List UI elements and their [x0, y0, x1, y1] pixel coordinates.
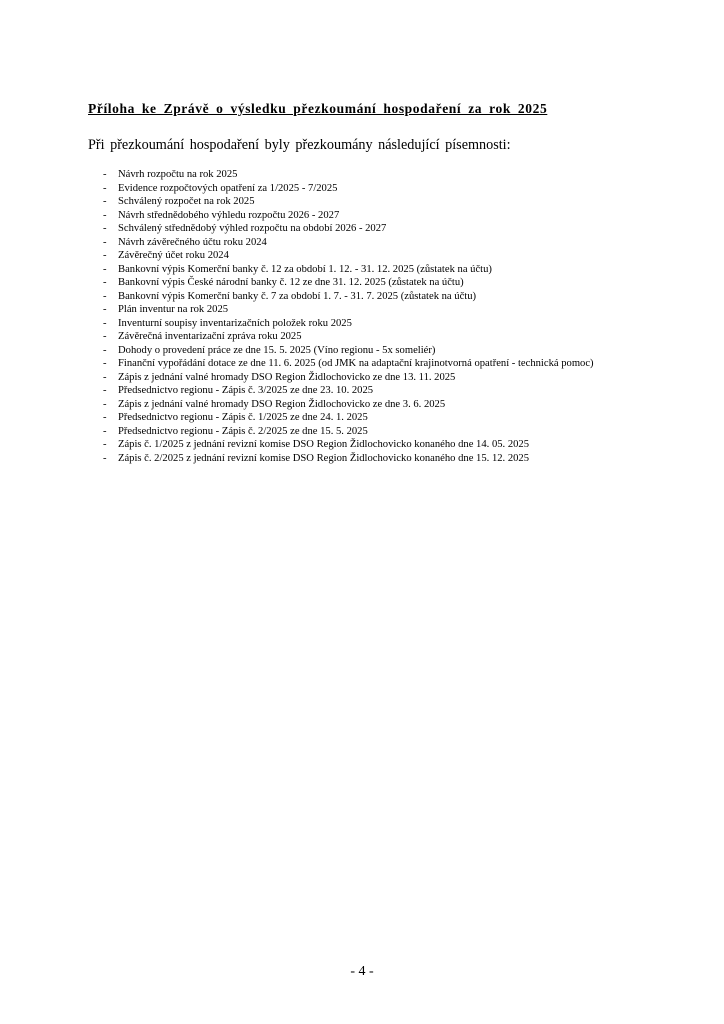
- list-item: [103, 425, 623, 439]
- document-list: [103, 168, 623, 465]
- list-item-text: Závěrečná inventarizační zpráva roku 2025: [118, 331, 302, 342]
- list-bullet: -: [103, 358, 107, 369]
- list-bullet: -: [103, 317, 107, 329]
- list-item-text: Předsednictvo regionu - Zápis č. 3/2025 ze dne 23. 10. 2025: [118, 385, 374, 396]
- list-bullet: -: [103, 304, 107, 315]
- list-bullet: -: [103, 371, 107, 383]
- list-bullet: -: [103, 277, 107, 288]
- list-bullet: -: [103, 425, 107, 437]
- list-item-text: Inventurní soupisy inventarizačních položek roku 2025: [118, 317, 352, 329]
- list-item-text: Zápis z jednání valné hromady DSO Region Židlochovicko ze dne 3. 6. 2025: [118, 398, 446, 410]
- list-item: [103, 168, 623, 182]
- intro-paragraph: Při přezkoumání hospodaření byly přezkoumány následující písemnosti:: [88, 137, 511, 153]
- list-item-text: Bankovní výpis České národní banky č. 12 ze dne 31. 12. 2025 (zůstatek na účtu): [118, 277, 464, 288]
- list-item: [103, 290, 623, 304]
- list-item-text: Schválený střednědobý výhled rozpočtu na období 2026 - 2027: [118, 223, 387, 234]
- list-item-text: Návrh závěrečného účtu roku 2024: [118, 236, 267, 248]
- list-bullet: -: [103, 236, 107, 248]
- page-heading: Příloha ke Zprávě o výsledku přezkoumání hospodaření za rok 2025: [88, 101, 548, 116]
- list-item: [103, 398, 623, 412]
- list-item: [103, 249, 623, 263]
- list-item-text: Schválený rozpočet na rok 2025: [118, 196, 255, 207]
- list-item-text: Zápis č. 1/2025 z jednání revizní komise DSO Region Židlochovicko konaného dne 14. 05. 2025: [118, 439, 530, 450]
- list-bullet: -: [103, 398, 107, 410]
- list-item-text: Závěrečný účet roku 2024: [118, 250, 229, 261]
- list-item: [103, 276, 623, 290]
- list-item-text: Návrh střednědobého výhledu rozpočtu 2026 - 2027: [118, 209, 340, 221]
- list-item: [103, 330, 623, 344]
- list-item: [103, 344, 623, 358]
- list-bullet: -: [103, 439, 107, 450]
- list-bullet: -: [103, 344, 107, 356]
- page-number: - 4 -: [350, 964, 374, 979]
- list-bullet: -: [103, 385, 107, 396]
- list-bullet: -: [103, 263, 107, 275]
- list-item: [103, 357, 623, 371]
- list-bullet: -: [103, 209, 107, 221]
- list-item-text: Finanční vypořádání dotace ze dne 11. 6. 2025 (od JMK na adaptační krajinotvorná opatření - technická pomoc): [118, 358, 594, 369]
- list-item-text: Evidence rozpočtových opatření za 1/2025 - 7/2025: [118, 182, 338, 194]
- list-item: [103, 195, 623, 209]
- list-bullet: -: [103, 250, 107, 261]
- list-bullet: -: [103, 182, 107, 194]
- list-item-text: Bankovní výpis Komerční banky č. 12 za období 1. 12. - 31. 12. 2025 (zůstatek na účtu): [118, 263, 492, 275]
- list-item: [103, 371, 623, 385]
- list-bullet: -: [103, 412, 107, 423]
- list-item: [103, 236, 623, 250]
- list-item-text: Zápis č. 2/2025 z jednání revizní komise DSO Region Židlochovicko konaného dne 15. 12. 2025: [118, 452, 530, 464]
- list-item-text: Návrh rozpočtu na rok 2025: [118, 169, 238, 180]
- list-item: [103, 411, 623, 425]
- list-item-text: Zápis z jednání valné hromady DSO Region Židlochovicko ze dne 13. 11. 2025: [118, 371, 456, 383]
- list-item: [103, 384, 623, 398]
- list-bullet: -: [103, 331, 107, 342]
- list-item-text: Předsednictvo regionu - Zápis č. 1/2025 ze dne 24. 1. 2025: [118, 412, 368, 423]
- list-bullet: -: [103, 169, 107, 180]
- list-item: [103, 263, 623, 277]
- list-item: [103, 438, 623, 452]
- list-item: [103, 317, 623, 331]
- list-item: [103, 222, 623, 236]
- list-bullet: -: [103, 452, 107, 464]
- list-item-text: Bankovní výpis Komerční banky č. 7 za období 1. 7. - 31. 7. 2025 (zůstatek na účtu): [118, 290, 477, 302]
- list-item: [103, 452, 623, 466]
- list-item: [103, 182, 623, 196]
- list-item-text: Plán inventur na rok 2025: [118, 304, 229, 315]
- list-bullet: -: [103, 196, 107, 207]
- list-item: [103, 209, 623, 223]
- list-item-text: Dohody o provedení práce ze dne 15. 5. 2025 (Víno regionu - 5x someliér): [118, 344, 436, 356]
- list-item: [103, 303, 623, 317]
- list-bullet: -: [103, 223, 107, 234]
- list-bullet: -: [103, 290, 107, 302]
- list-item-text: Předsednictvo regionu - Zápis č. 2/2025 ze dne 15. 5. 2025: [118, 425, 368, 437]
